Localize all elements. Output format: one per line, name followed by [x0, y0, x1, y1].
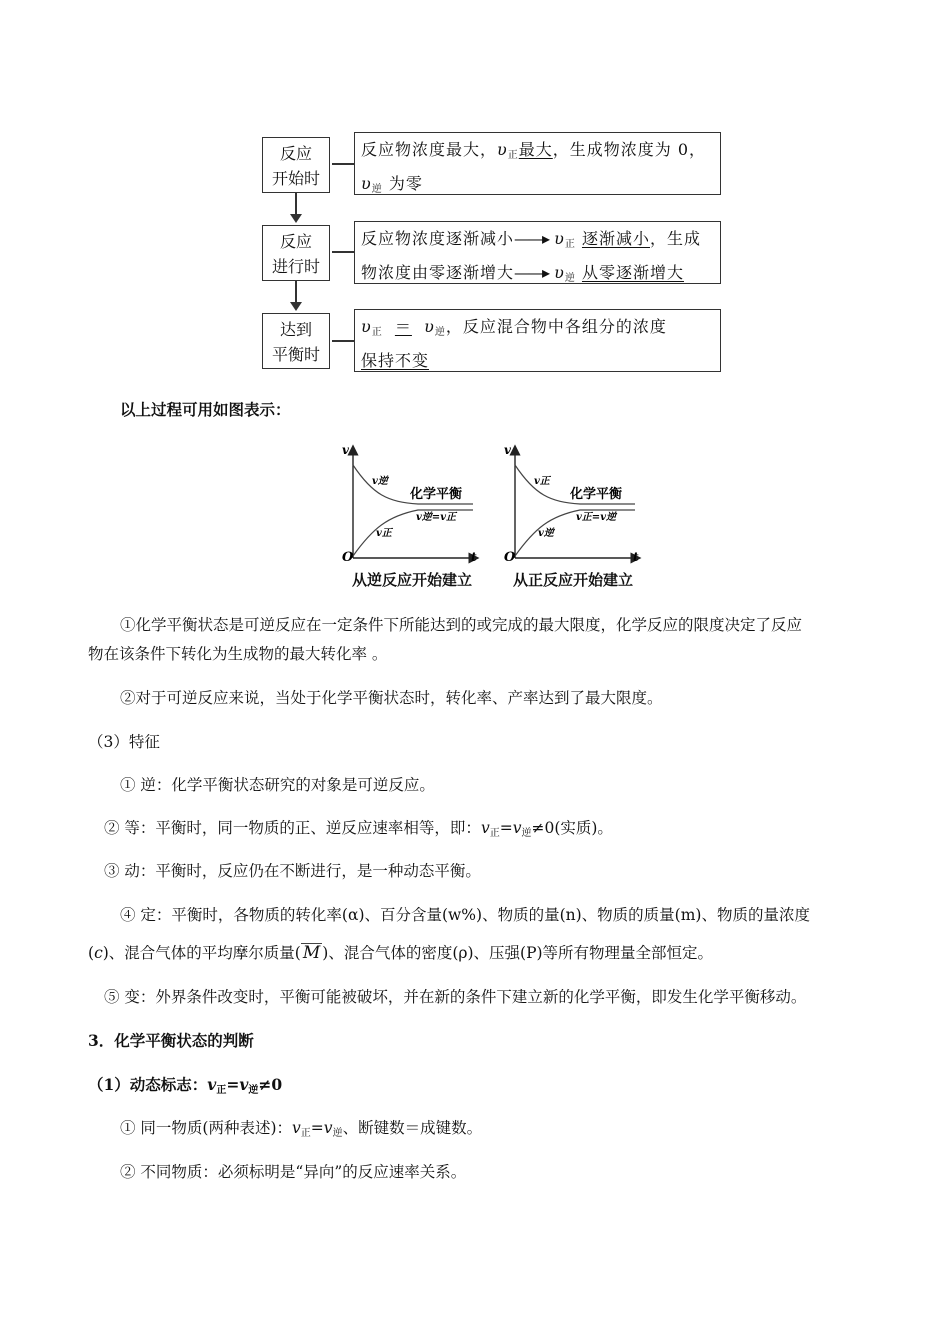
origin-label: O: [504, 550, 516, 565]
stage-progress-description: 反应物浓度逐渐减小——▸ $\upsilon_正$ 逐渐减小，生成 物浓度由零逐渐增大——▸ $\upsilon_逆$ 从零逐渐增大: [354, 221, 721, 284]
feature-equal: ② 等：平衡时，同一物质的正、逆反应速率相等，即：$v_正=v_逆\ne 0$(实质)。: [104, 819, 613, 839]
section-heading-judgment: 3．化学平衡状态的判断: [88, 1031, 254, 1050]
section-heading-features: （3）特征: [88, 733, 160, 751]
stage-label-line1: 反应: [279, 144, 312, 163]
connector-line: [332, 251, 354, 253]
stage-equilibrium-box: [262, 313, 330, 369]
feature-constant-line2: (c)、混合气体的平均摩尔质量( M )、混合气体的密度(ρ)、压强(P)等所有物理量全部恒定。: [88, 943, 714, 963]
paragraph-1-line1: ①化学平衡状态是可逆反应在一定条件下所能达到的或完成的最大限度，化学反应的限度决定了反应: [120, 616, 803, 634]
down-arrow-icon: [290, 302, 302, 312]
lower-curve: [515, 510, 635, 556]
intro-text: 以上过程可用如图表示：: [120, 400, 291, 419]
graph-reverse-caption: 从逆反应开始建立: [352, 571, 473, 589]
feature-constant-line1: ④ 定：平衡时，各物质的转化率(α)、百分含量(w%)、物质的量(n)、物质的质量(m)、物质的量浓度: [120, 906, 810, 924]
y-axis-label: v: [504, 443, 511, 457]
feature-dynamic: ③ 动：平衡时，反应仍在不断进行，是一种动态平衡。: [104, 862, 481, 880]
connector-line: [332, 340, 354, 342]
paragraph-2: ②对于可逆反应来说，当处于化学平衡状态时，转化率、产率达到了最大限度。: [120, 689, 663, 707]
x-axis-label: t: [633, 550, 639, 564]
feature-reverse: ① 逆：化学平衡状态研究的对象是可逆反应。: [120, 776, 435, 794]
paragraph-1-line2: 物在该条件下转化为生成物的最大转化率 。: [88, 645, 388, 663]
lower-curve-label: v逆: [538, 528, 554, 539]
equal-rate-label: v逆=v正: [416, 512, 456, 523]
upper-curve-label: v正: [534, 476, 550, 487]
down-arrow-icon: [290, 214, 302, 224]
stage-label-line2: 开始时: [271, 169, 320, 188]
molar-mass-symbol: M: [302, 943, 321, 963]
x-axis-label: t: [471, 550, 477, 564]
equilibrium-label: 化学平衡: [570, 487, 623, 502]
stage-start-description: 反应物浓度最大，$\upsilon_正$最大，生成物浓度为 0， $\upsilon_逆$ 为零: [354, 132, 721, 195]
subsection-heading-dynamic: （1）动态标志：$v_正=v_逆\ne 0$: [88, 1075, 283, 1096]
stage-label-line1: 达到: [279, 320, 312, 339]
stage-label-line1: 反应: [279, 232, 312, 251]
graph-reverse: [338, 440, 488, 570]
stage-start-box: [262, 137, 330, 193]
upper-curve-label: v逆: [372, 476, 388, 487]
connector-line: [332, 163, 354, 165]
stage-label-line2: 进行时: [271, 257, 320, 276]
y-axis-label: v: [342, 443, 349, 457]
graph-forward: [500, 440, 650, 570]
stage-progress-box: [262, 225, 330, 281]
stage-equilibrium-description: $\upsilon_正 = \upsilon_逆$，反应混合物中各组分的浓度 保持不变: [354, 309, 721, 372]
dynamic-different-substance: ② 不同物质：必须标明是“异向”的反应速率关系。: [120, 1163, 467, 1181]
equilibrium-label: 化学平衡: [410, 487, 463, 502]
stage-label-line2: 平衡时: [271, 345, 320, 364]
origin-label: O: [342, 550, 354, 565]
equal-rate-label: v正=v逆: [576, 512, 616, 523]
graph-forward-caption: 从正反应开始建立: [513, 571, 634, 589]
dynamic-same-substance: ① 同一物质(两种表述)：$v_正=v_逆$、断键数＝成键数。: [120, 1119, 483, 1139]
feature-change: ⑤ 变：外界条件改变时，平衡可能被破坏，并在新的条件下建立新的化学平衡，即发生化学平衡移动。: [104, 988, 807, 1006]
lower-curve-label: v正: [376, 528, 392, 539]
